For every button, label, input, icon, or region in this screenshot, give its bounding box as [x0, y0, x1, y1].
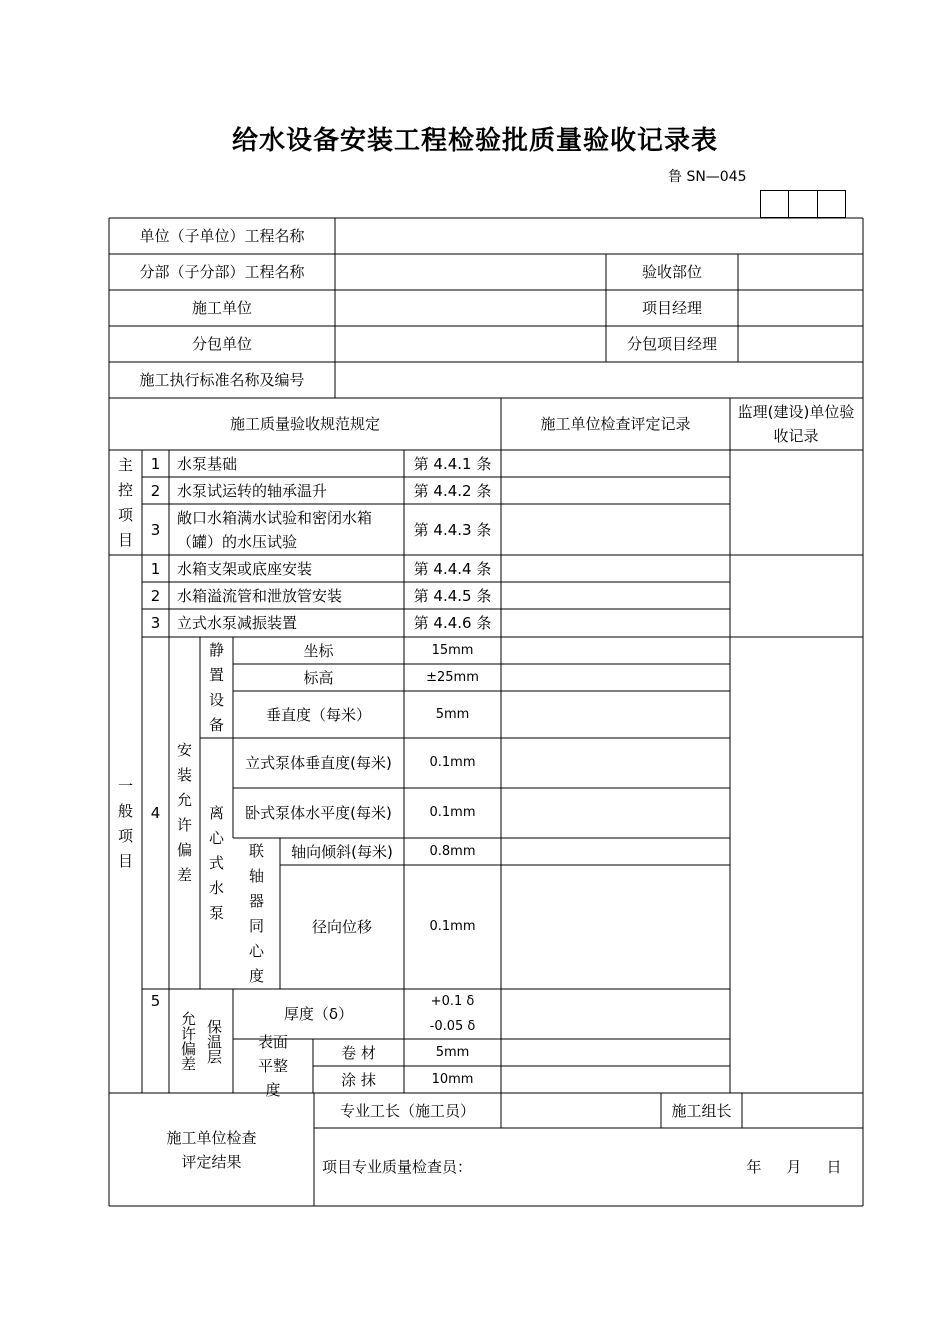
- radial-offset-label: 径向位移: [311, 918, 372, 936]
- unit-project-input[interactable]: [335, 218, 863, 254]
- item-no: 1: [150, 559, 161, 578]
- item-name: 水泵基础: [177, 454, 238, 473]
- construction-unit-label: 施工单位: [191, 299, 252, 317]
- general-label: 一 般 项 目: [117, 777, 133, 870]
- coupling-label: 联 轴 器 同 心 度: [249, 841, 265, 985]
- coating-value: 10mm: [431, 1071, 474, 1087]
- team-leader-label: 施工组长: [671, 1101, 732, 1120]
- horizontal-pump-label: 卧式泵体水平度(每米): [245, 804, 392, 822]
- item-clause: 第 4.4.4 条: [413, 559, 492, 578]
- coordinate-value: 15mm: [431, 642, 474, 658]
- item-no: 2: [150, 586, 161, 605]
- item-clause: 第 4.4.2 条: [413, 481, 492, 500]
- static-equipment-label: 静 置 设 备: [208, 640, 224, 734]
- centrifugal-pump-label: 离 心 式 水 泵: [208, 804, 224, 922]
- item-clause: 第 4.4.5 条: [413, 586, 492, 605]
- foreman-label: 专业工长（施工员）: [339, 1101, 475, 1120]
- item-name: 立式水泵减振装置: [177, 614, 298, 632]
- year-label: 年: [746, 1158, 762, 1176]
- month-label: 月: [786, 1158, 802, 1176]
- spec-column-header: 施工质量验收规范规定: [229, 415, 380, 433]
- axial-tilt-label: 轴向倾斜(每米): [291, 842, 393, 861]
- item-no: 4: [150, 804, 161, 822]
- item-name: 水箱溢流管和泄放管安装: [177, 586, 343, 605]
- project-manager-label: 项目经理: [641, 299, 702, 317]
- item-name: 水箱支架或底座安装: [177, 559, 313, 578]
- item-no: 3: [150, 614, 161, 632]
- sub-project-label: 分部（子分部）工程名称: [139, 263, 305, 281]
- inspector-label: 项目专业质量检查员：: [322, 1158, 473, 1176]
- item-no: 2: [150, 481, 161, 500]
- check-column-header: 施工单位检查评定记录: [540, 415, 691, 433]
- flatness-label: 表面平整度: [257, 1033, 288, 1099]
- item-clause: 第 4.4.6 条: [413, 614, 492, 632]
- subcontract-unit-label: 分包单位: [191, 335, 252, 353]
- day-label: 日: [826, 1158, 842, 1176]
- radial-offset-value: 0.1mm: [429, 919, 476, 934]
- roll-material-label: 卷 材: [341, 1043, 376, 1062]
- vertical-pump-label: 立式泵体垂直度(每米): [245, 754, 392, 772]
- item-no: 1: [150, 454, 161, 473]
- verticality-value: 5mm: [435, 706, 470, 722]
- thickness-upper-value: +0.1 δ: [430, 993, 475, 1009]
- form-code: 鲁 SN—045: [668, 169, 747, 185]
- item-no: 5: [150, 992, 161, 1010]
- coordinate-label: 坐标: [303, 641, 334, 660]
- main-control-label: 主 控 项 目: [117, 455, 133, 549]
- foreman-input[interactable]: [501, 1093, 661, 1128]
- item-clause: 第 4.4.1 条: [413, 454, 492, 473]
- tolerance-label: 允许偏差: [179, 1011, 197, 1071]
- elevation-label: 标高: [303, 668, 334, 687]
- standard-label: 施工执行标准名称及编号: [139, 371, 305, 389]
- horizontal-pump-value: 0.1mm: [429, 805, 476, 820]
- thickness-lower-value: -0.05 δ: [429, 1018, 476, 1034]
- result-label: 施工单位检查评定结果: [166, 1128, 257, 1171]
- item-name: 水泵试运转的轴承温升: [177, 481, 328, 500]
- coating-label: 涂 抹: [341, 1070, 376, 1089]
- item-name: 敞口水箱满水试验和密闭水箱（罐）的水压试验: [177, 508, 373, 551]
- item-clause: 第 4.4.3 条: [413, 520, 492, 539]
- supervision-column-header: 监理(建设)单位验收记录: [737, 403, 855, 445]
- roll-material-value: 5mm: [435, 1044, 470, 1060]
- thickness-label: 厚度（δ）: [283, 1005, 354, 1023]
- verticality-label: 垂直度（每米）: [265, 705, 371, 724]
- vertical-pump-value: 0.1mm: [429, 755, 476, 770]
- subcontract-manager-label: 分包项目经理: [626, 335, 717, 353]
- axial-tilt-value: 0.8mm: [429, 843, 476, 859]
- page-title: 给水设备安装工程检验批质量验收记录表: [231, 126, 718, 156]
- item-no: 3: [150, 520, 161, 539]
- acceptance-part-label: 验收部位: [641, 263, 702, 281]
- team-leader-input[interactable]: [742, 1093, 863, 1128]
- elevation-value: ±25mm: [426, 669, 479, 685]
- tolerance-group-label: 安 装 允 许 偏 差: [176, 741, 192, 884]
- insulation-layer-label: 保温层: [205, 1018, 223, 1064]
- unit-project-label: 单位（子单位）工程名称: [139, 227, 305, 245]
